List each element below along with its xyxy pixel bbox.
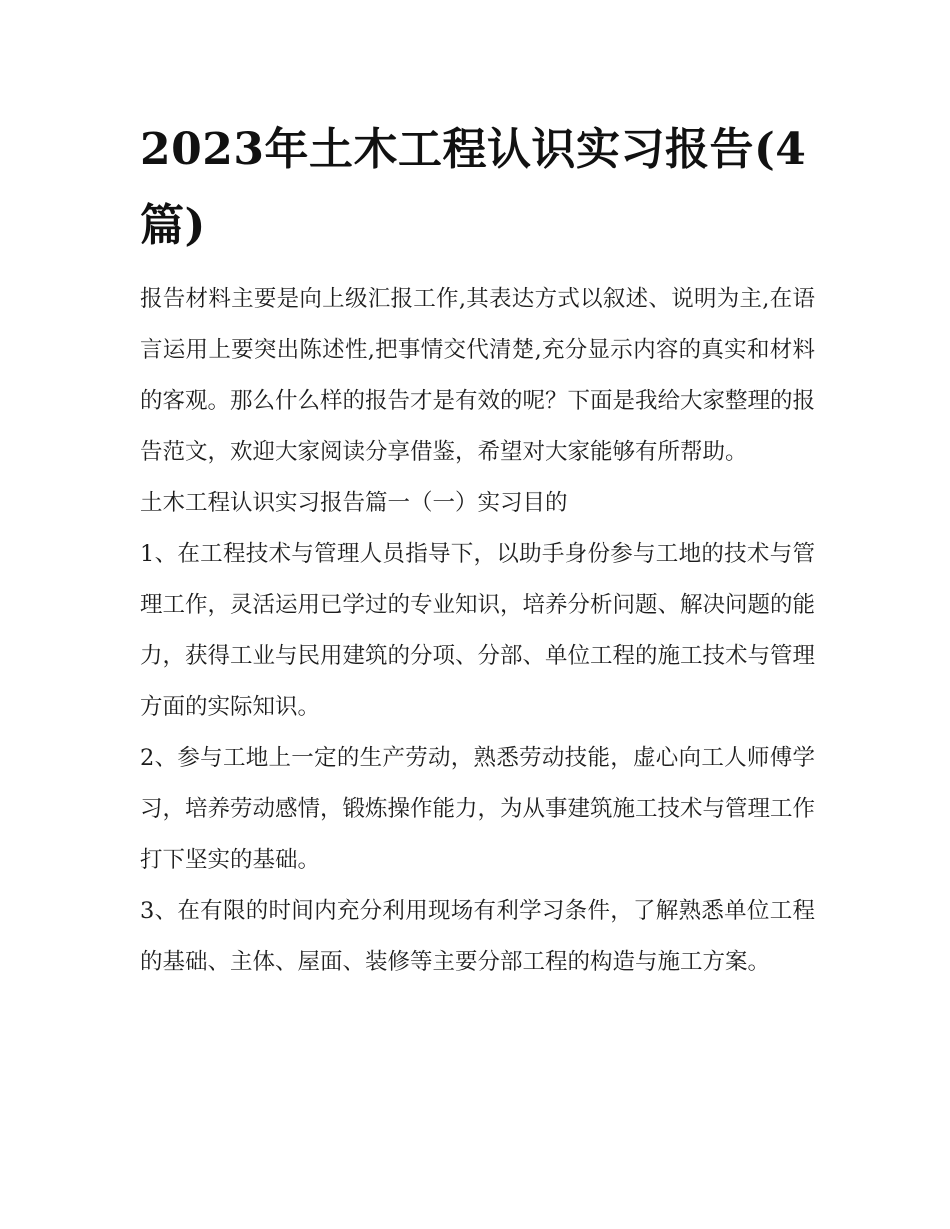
section-heading-paragraph: 土木工程认识实习报告篇一（一）实习目的 — [140, 490, 568, 516]
intro-paragraph: 报告材料主要是向上级汇报工作,其表达方式以叙述、说明为主,在语言运用上要突出陈述性,把事情交代清楚,充分显示内容的真实和材料的客观。那么什么样的报告才是有效的呢？下面是我给大家整理的报告范文，欢迎大家阅读分享借鉴，希望对大家能够有所帮助。 — [140, 286, 816, 465]
document-body — [140, 112, 815, 988]
objective-item-3: 3、在有限的时间内充分利用现场有利学习条件，了解熟悉单位工程的基础、主体、屋面、装修等主要分部工程的构造与施工方案。 — [140, 898, 815, 975]
objective-item-1: 1、在工程技术与管理人员指导下，以助手身份参与工地的技术与管理工作，灵活运用已学过的专业知识，培养分析问题、解决问题的能力，获得工业与民用建筑的分项、分部、单位工程的施工技术与管理方面的实际知识。 — [140, 541, 816, 720]
objective-item-2: 2、参与工地上一定的生产劳动，熟悉劳动技能，虚心向工人师傅学习，培养劳动感情，锻炼操作能力，为从事建筑施工技术与管理工作打下坚实的基础。 — [140, 745, 816, 873]
document-title: 2023年土木工程认识实习报告(4篇) — [140, 124, 807, 251]
